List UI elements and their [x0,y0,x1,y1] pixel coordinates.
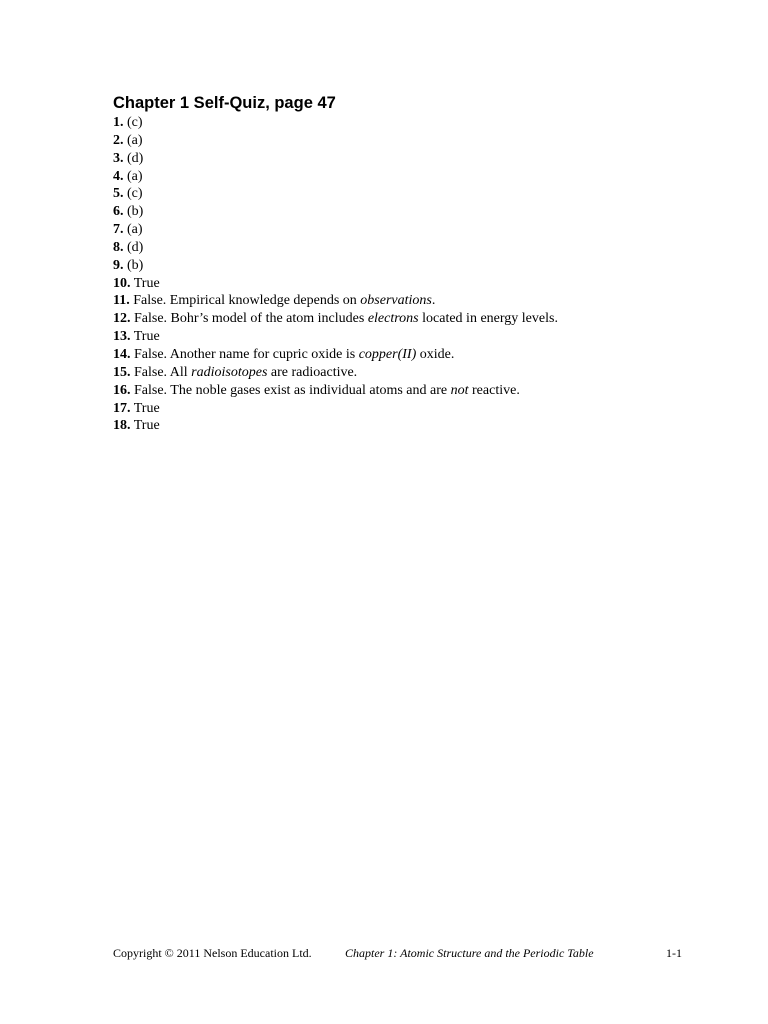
answer-number: 15. [113,364,131,380]
answer-text: True [130,275,160,291]
answer-item [113,221,558,239]
answer-emphasis: not [450,382,469,398]
answer-item [113,150,558,168]
answer-text: (c) [123,186,143,202]
answer-text: (b) [123,204,144,220]
answer-number: 7. [113,222,124,238]
answer-text: (c) [123,115,143,130]
answer-item [113,168,558,186]
page-title: Chapter 1 Self-Quiz, page 47 [113,94,336,112]
answer-number: 6. [113,204,124,220]
answer-emphasis: electrons [367,311,419,327]
answer-text: True [130,400,160,416]
answer-item [113,292,558,310]
answer-text: False. Empirical knowledge depends on [129,293,361,309]
footer-page-number: 1-1 [666,946,682,960]
answer-number: 13. [113,329,131,345]
answer-text: False. The noble gases exist as individual atoms and are [130,382,451,398]
answer-emphasis: copper(II) [358,346,417,362]
answer-item [113,257,558,275]
answer-number: 3. [113,150,124,166]
answer-number: 1. [113,115,124,130]
answer-number: 2. [113,132,124,148]
answer-number: 9. [113,257,124,273]
answer-text: True [130,418,160,434]
answer-item [113,310,558,328]
answer-number: 14. [113,346,131,362]
answer-text: (a) [123,168,143,184]
answer-list [113,114,558,435]
answer-item [113,275,558,293]
answer-text: False. Another name for cupric oxide is [130,346,359,362]
answer-item [113,382,558,400]
answer-emphasis: radioisotopes [191,364,268,380]
footer-copyright: Copyright © 2011 Nelson Education Ltd. [113,946,312,960]
footer-chapter-title: Chapter 1: Atomic Structure and the Periodic Table [345,946,594,960]
answer-item [113,328,558,346]
answer-text: reactive. [468,382,520,398]
answer-item [113,203,558,221]
answer-text: (a) [123,132,143,148]
answer-number: 18. [113,418,131,434]
answer-number: 12. [113,311,131,327]
answer-text: (d) [123,239,144,255]
answer-item [113,185,558,203]
answer-item [113,132,558,150]
answer-item [113,114,558,132]
answer-item [113,400,558,418]
answer-number: 4. [113,168,124,184]
answer-text: False. Bohr’s model of the atom includes [130,311,368,327]
answer-item [113,239,558,257]
answer-text: (d) [123,150,144,166]
answer-emphasis: observations [360,293,432,309]
answer-number: 11. [113,293,130,309]
answer-number: 5. [113,186,124,202]
answer-text: oxide. [416,346,455,362]
answer-text: (a) [123,222,143,238]
answer-text: located in energy levels. [418,311,558,327]
answer-number: 8. [113,239,124,255]
answer-text: False. All [130,364,192,380]
answer-item [113,364,558,382]
answer-number: 10. [113,275,131,291]
answer-text: True [130,329,160,345]
answer-text: are radioactive. [267,364,358,380]
answer-text: (b) [123,257,144,273]
answer-text: . [431,293,436,309]
answer-item [113,417,558,435]
answer-number: 16. [113,382,131,398]
answer-item [113,346,558,364]
answer-number: 17. [113,400,131,416]
